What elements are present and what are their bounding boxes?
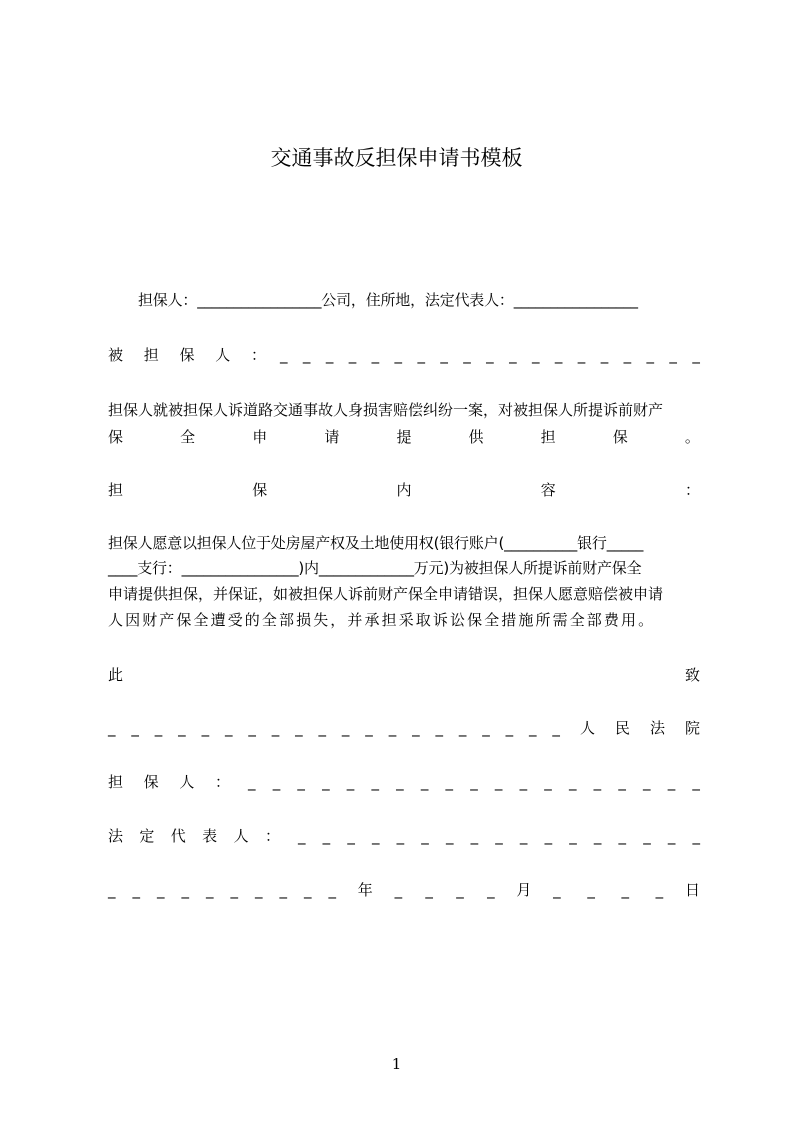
blank-segment: _ bbox=[396, 827, 405, 845]
glyph: 保 bbox=[252, 481, 268, 499]
glyph: 担 bbox=[108, 773, 124, 791]
para2-line1: 担保人愿意以担保人位于处房屋产权及土地使用权(银行账户(__________银行_____ bbox=[108, 534, 644, 552]
blank-segment: _ bbox=[248, 719, 256, 737]
glyph: 人 bbox=[215, 346, 231, 364]
blank-segment: _ bbox=[328, 881, 336, 899]
para1-line1: 担保人就被担保人诉道路交通事故人身损害赔偿纠纷一案，对被担保人所提诉前财产 bbox=[108, 401, 664, 419]
blank-segment: _ bbox=[618, 827, 627, 845]
blank-segment: _ bbox=[371, 773, 379, 791]
para2-line3: 申请提供担保，并保证，如被担保人诉前财产保全申请错误，担保人愿意赔偿被申请 bbox=[108, 585, 664, 603]
glyph: 法 bbox=[108, 827, 124, 845]
blank-segment: _ bbox=[297, 773, 305, 791]
blank-segment: _ bbox=[593, 827, 602, 845]
blank-segment: _ bbox=[593, 773, 602, 791]
guarantor-line bbox=[108, 290, 700, 310]
date-day: 日 bbox=[684, 881, 700, 899]
date-day-blank bbox=[553, 880, 663, 900]
blank-segment: _ bbox=[154, 719, 163, 737]
glyph: ： bbox=[214, 773, 230, 791]
blank-segment: _ bbox=[519, 773, 528, 791]
blank-segment: _ bbox=[420, 773, 429, 791]
glyph: 人 bbox=[580, 719, 596, 737]
blank-segment: _ bbox=[131, 719, 139, 737]
para2-line2: ____支行：________________)内_____________万元)为被担保人所提诉前财产保全 bbox=[108, 559, 642, 577]
glyph: 院 bbox=[684, 719, 700, 737]
blank-segment: _ bbox=[482, 719, 490, 737]
blank-segment: _ bbox=[445, 827, 454, 845]
glyph: 定 bbox=[139, 827, 155, 845]
blank-segment: _ bbox=[347, 827, 355, 845]
blank-segment: _ bbox=[643, 773, 651, 791]
blank-segment: _ bbox=[458, 719, 467, 737]
glyph: 人 bbox=[179, 773, 195, 791]
blank-segment: _ bbox=[577, 346, 586, 364]
blank-segment: _ bbox=[519, 827, 528, 845]
glyph: ： bbox=[250, 346, 266, 364]
blank-segment: _ bbox=[470, 827, 479, 845]
blank-segment: _ bbox=[201, 719, 210, 737]
blank-segment: _ bbox=[623, 346, 632, 364]
glyph: 请 bbox=[324, 428, 340, 446]
blank-segment: _ bbox=[692, 346, 700, 364]
closing-right: 致 bbox=[684, 666, 700, 684]
blank-segment: _ bbox=[255, 881, 263, 899]
glyph: ： bbox=[684, 481, 700, 499]
glyph: 被 bbox=[108, 346, 124, 364]
blank-segment: _ bbox=[371, 827, 380, 845]
blank-segment: _ bbox=[108, 881, 116, 899]
blank-segment: _ bbox=[529, 719, 537, 737]
date-month-blank bbox=[395, 880, 495, 900]
signature-legal-rep-blank bbox=[298, 826, 700, 846]
blank-segment: _ bbox=[388, 719, 397, 737]
blank-segment: _ bbox=[230, 881, 238, 899]
guarantor-line-text: 担保人：_________________公司，住所地，法定代表人：_________________ bbox=[138, 291, 638, 309]
glyph: ： bbox=[264, 827, 280, 845]
blank-segment: _ bbox=[553, 881, 561, 899]
blank-segment: _ bbox=[271, 719, 280, 737]
blank-segment: _ bbox=[487, 881, 495, 899]
blank-segment: _ bbox=[318, 719, 327, 737]
blank-segment: _ bbox=[531, 346, 540, 364]
blank-segment: _ bbox=[569, 827, 577, 845]
blank-segment: _ bbox=[456, 881, 464, 899]
closing-left: 此 bbox=[108, 666, 124, 684]
blank-segment: _ bbox=[304, 881, 312, 899]
blank-segment: _ bbox=[544, 827, 553, 845]
para1-line2 bbox=[108, 427, 700, 447]
glyph: 表 bbox=[202, 827, 218, 845]
glyph: 保 bbox=[108, 428, 124, 446]
blank-segment: _ bbox=[132, 881, 140, 899]
signature-guarantor-label bbox=[108, 772, 230, 792]
blank-segment: _ bbox=[552, 719, 560, 737]
blank-segment: _ bbox=[463, 346, 471, 364]
blank-segment: _ bbox=[178, 719, 186, 737]
blank-segment: _ bbox=[157, 881, 165, 899]
blank-segment: _ bbox=[295, 719, 303, 737]
blank-segment: _ bbox=[417, 346, 425, 364]
blank-segment: _ bbox=[108, 719, 116, 737]
blank-segment: _ bbox=[486, 346, 494, 364]
blank-segment: _ bbox=[667, 773, 676, 791]
blank-segment: _ bbox=[470, 773, 478, 791]
blank-segment: _ bbox=[206, 881, 214, 899]
blank-segment: _ bbox=[396, 773, 404, 791]
blank-segment: _ bbox=[298, 827, 306, 845]
date-line bbox=[108, 880, 700, 900]
blank-segment: _ bbox=[425, 881, 433, 899]
blank-segment: _ bbox=[279, 881, 287, 899]
blank-segment: _ bbox=[618, 773, 626, 791]
blank-segment: _ bbox=[643, 827, 651, 845]
court-line bbox=[108, 718, 700, 738]
blank-segment: _ bbox=[341, 719, 350, 737]
blank-segment: _ bbox=[692, 773, 700, 791]
signature-legal-rep-label bbox=[108, 826, 280, 846]
glyph: 保 bbox=[612, 428, 628, 446]
blank-segment: _ bbox=[554, 346, 563, 364]
court-blank bbox=[108, 718, 560, 738]
date-month: 月 bbox=[516, 881, 532, 899]
glyph: 保 bbox=[179, 346, 195, 364]
blank-segment: _ bbox=[568, 773, 577, 791]
blank-segment: _ bbox=[365, 719, 373, 737]
blank-segment: _ bbox=[412, 719, 420, 737]
blank-segment: _ bbox=[346, 773, 355, 791]
blank-segment: _ bbox=[325, 346, 334, 364]
glyph: 担 bbox=[108, 481, 124, 499]
court-suffix bbox=[580, 718, 700, 738]
blank-segment: _ bbox=[280, 346, 288, 364]
blank-segment: _ bbox=[544, 773, 552, 791]
blank-segment: _ bbox=[181, 881, 189, 899]
glyph: 申 bbox=[252, 428, 268, 446]
blank-segment: _ bbox=[394, 346, 403, 364]
blank-segment: _ bbox=[272, 773, 281, 791]
blank-segment: _ bbox=[494, 773, 503, 791]
glyph: 全 bbox=[180, 428, 196, 446]
closing-line bbox=[108, 665, 700, 685]
blank-segment: _ bbox=[440, 346, 448, 364]
glyph: 提 bbox=[396, 428, 412, 446]
blank-segment: _ bbox=[224, 719, 233, 737]
glyph: 代 bbox=[170, 827, 186, 845]
blank-segment: _ bbox=[322, 827, 331, 845]
glyph: 容 bbox=[540, 481, 556, 499]
blank-segment: _ bbox=[348, 346, 357, 364]
guaranteed-party-label bbox=[108, 345, 266, 365]
blank-segment: _ bbox=[621, 881, 629, 899]
glyph: 民 bbox=[614, 719, 630, 737]
blank-segment: _ bbox=[421, 827, 429, 845]
blank-segment: _ bbox=[669, 346, 677, 364]
blank-segment: _ bbox=[435, 719, 443, 737]
blank-segment: _ bbox=[445, 773, 453, 791]
signature-legal-rep-line bbox=[108, 826, 700, 846]
blank-segment: _ bbox=[655, 881, 664, 899]
glyph: 担 bbox=[143, 346, 159, 364]
blank-segment: _ bbox=[371, 346, 380, 364]
guaranteed-party-blank bbox=[280, 345, 700, 365]
glyph: 。 bbox=[684, 428, 700, 446]
blank-segment: _ bbox=[248, 773, 256, 791]
blank-segment: _ bbox=[322, 773, 330, 791]
blank-segment: _ bbox=[646, 346, 654, 364]
blank-segment: _ bbox=[509, 346, 517, 364]
glyph: 保 bbox=[143, 773, 159, 791]
signature-guarantor-blank bbox=[248, 772, 700, 792]
blank-segment: _ bbox=[394, 881, 403, 899]
blank-segment: _ bbox=[302, 346, 311, 364]
glyph: 人 bbox=[233, 827, 249, 845]
para2-line4: 人因财产保全遭受的全部损失，并承担采取诉讼保全措施所需全部费用。 bbox=[108, 611, 656, 629]
date-year-blank bbox=[108, 880, 336, 900]
glyph: 担 bbox=[540, 428, 556, 446]
document-title: 交通事故反担保申请书模板 bbox=[270, 146, 523, 170]
signature-guarantor-line bbox=[108, 772, 700, 792]
page-number: 1 bbox=[391, 1055, 402, 1073]
glyph: 法 bbox=[649, 719, 665, 737]
guaranteed-party-line bbox=[108, 345, 700, 365]
blank-segment: _ bbox=[600, 346, 609, 364]
glyph: 内 bbox=[396, 481, 412, 499]
blank-segment: _ bbox=[587, 881, 595, 899]
date-year: 年 bbox=[357, 881, 373, 899]
content-heading bbox=[108, 480, 700, 500]
blank-segment: _ bbox=[505, 719, 514, 737]
glyph: 供 bbox=[468, 428, 484, 446]
blank-segment: _ bbox=[495, 827, 503, 845]
blank-segment: _ bbox=[667, 827, 676, 845]
blank-segment: _ bbox=[692, 827, 700, 845]
